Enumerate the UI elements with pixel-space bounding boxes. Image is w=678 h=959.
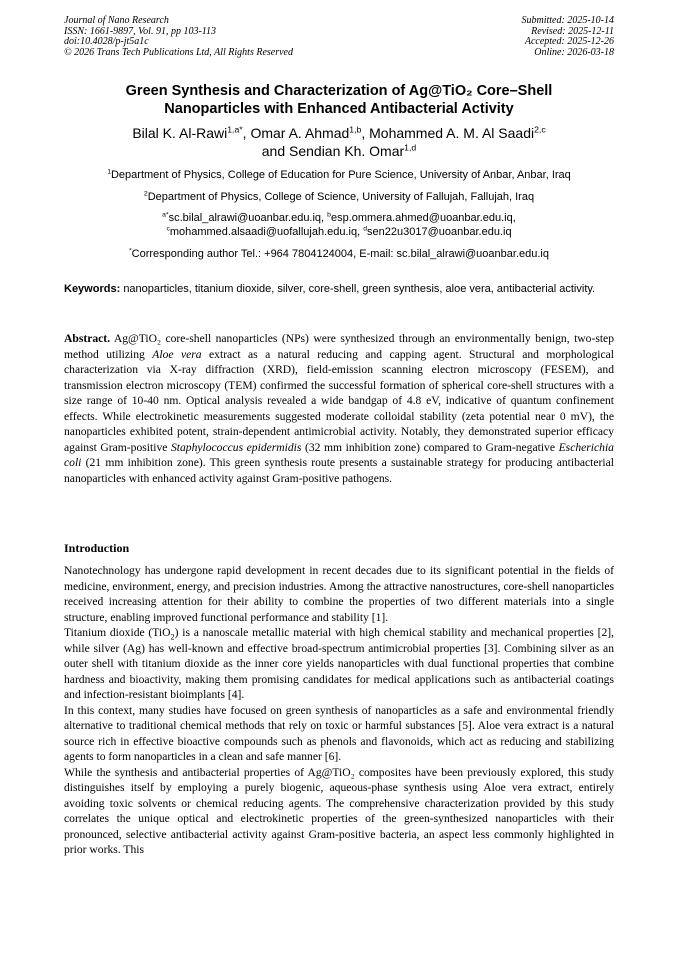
abstract-italic: Staphylococcus epidermidis bbox=[170, 440, 302, 454]
journal-header-left bbox=[64, 16, 293, 58]
journal-name: Journal of Nano Research bbox=[64, 15, 169, 26]
author-and: and bbox=[261, 143, 286, 159]
intro-text: In this context, many studies have focused on green synthesis of nanoparticles as a safe and environmental friendly alternative to traditional chemical methods that rely on toxic or harmful substances [5]. Aloe vera extract is a natural source rich in effective bioactive compounds such as phenols and flavonoids, which act as reducing and stabilizing agents to form nanoparticles in a clean and safe manner [6]. bbox=[64, 703, 614, 763]
intro-sub: 2 bbox=[170, 632, 175, 642]
author-name: Bilal K. Al-Rawi bbox=[132, 125, 228, 141]
author-line-1: Bilal K. Al-Rawi$^{1,a*}$, Omar A. Ahmad$^{1,b}$, Mohammed A. M. Al Saadi$^{2,c}$ bbox=[132, 124, 546, 141]
intro-text: ) is a nanoscale metallic material with high chemical stability and mechanical properties [2], while silver (Ag) has well-known and effective broad-spectrum antimicrobial properties [3]. Combining silver as an outer shell with titanium dioxide as the inner core yields nanoparticles with dual functional properties that combine hardness and bioactivity, making them promising candidates for medical applications such as antibacterial coatings and infection-resistant bioimplants [4]. bbox=[64, 626, 614, 701]
abstract-label: Abstract. bbox=[64, 332, 111, 345]
journal-issn: ISSN: 1661-9897, Vol. 91, pp 103-113 bbox=[64, 25, 217, 37]
journal-header-right bbox=[522, 16, 615, 58]
author-sup: 1,a* bbox=[227, 124, 243, 135]
intro-text: Nanotechnology has undergone rapid development in recent decades due to its significant potential in the fields of medicine, environment, energy, and precision industries. Among the attractive nanostructures, core-shell nanoparticles received increasing attention for their ability to combine the properties of two different materials into a single structure, enabling improved functional performance and stability [1]. bbox=[64, 564, 614, 624]
date-revised: Revised: 2025-12-11 bbox=[531, 25, 614, 37]
author-sup: 1,d bbox=[404, 142, 417, 153]
affiliation-sup: 1 bbox=[107, 168, 111, 176]
affiliation-2 bbox=[40, 190, 638, 204]
author-list bbox=[40, 124, 638, 160]
author-name: Sendian Kh. Omar bbox=[289, 143, 405, 159]
keywords-label: Keywords: bbox=[64, 283, 121, 295]
section-heading-introduction: Introduction bbox=[64, 541, 130, 555]
paper-title bbox=[40, 82, 638, 118]
abstract-italic: Escherichia coli bbox=[64, 440, 614, 469]
intro-paragraph bbox=[64, 563, 614, 858]
intro-text: Titanium dioxide (TiO bbox=[64, 626, 171, 639]
email-link[interactable]: esp.ommera.ahmed@uoanbar.edu.iq, bbox=[330, 212, 516, 224]
date-online: Online: 2026-03-18 bbox=[534, 46, 614, 58]
abstract-text: Ag@TiO₂ core-shell nanoparticles (NPs) were synthesized through an environmentally benign, two-step method utilizing bbox=[64, 332, 614, 361]
emails-line-1 bbox=[40, 211, 638, 225]
author-emails bbox=[40, 211, 638, 239]
abstract-text: extract as a natural reducing and capping agent. Structural and morphological characterization via X-ray diffraction (XRD), field-emission scanning electron microscopy (FESEM), and transmission electron microscopy (TEM) confirmed the successful formation of spherical core-shell structures with a size range of 10-40 nm. Optical analysis revealed a wide bandgap of 4.8 eV, indicative of quantum confinement effects. While electrokinetic measurements suggested moderate colloidal stability (zeta potential near 0 mV), the nanoparticles exhibited potent, strain-dependent antimicrobial activity. Notably, they demonstrated superior efficacy against Gram-positive bbox=[64, 347, 614, 454]
journal-doi: doi:10.4028/p-jt5a1c bbox=[64, 36, 149, 47]
author-line-2 bbox=[40, 142, 638, 160]
abstract-text: (21 mm inhibition zone). This green synthesis route presents a sustainable strategy for producing antibacterial nanoparticles with enhanced activity against Gram-positive pathogens. bbox=[64, 456, 614, 485]
abstract bbox=[64, 331, 614, 486]
corresponding-text: Corresponding author Tel.: +964 7804124004, E-mail: sc.bilal_alrawi@uoanbar.edu.iq bbox=[131, 248, 549, 260]
author-name: Omar A. Ahmad bbox=[250, 125, 350, 141]
keywords bbox=[64, 283, 614, 297]
abstract-italic: Aloe vera bbox=[152, 347, 202, 361]
intro-text: While the synthesis and antibacterial properties of Ag@TiO₂ composites have been previously explored, this study distinguishes itself by employing a purely biogenic, aqueous-phase synthesis using Aloe vera extract, entirely avoiding toxic solvents or chemical reducing agents. The comprehensive characterization provided by this study correlates the unique optical and electrokinetic properties of the green-synthesized nanoparticles with their pronounced, selective antibacterial activity against Gram-positive bacteria, an aspect less commonly highlighted in prior works. This bbox=[64, 765, 614, 856]
keywords-text: nanoparticles, titanium dioxide, silver, core-shell, green synthesis, aloe vera, antibacterial activity. bbox=[123, 283, 596, 295]
title-line-2: Nanoparticles with Enhanced Antibacterial Activity bbox=[164, 101, 514, 117]
affiliation-1 bbox=[40, 168, 638, 182]
date-accepted: Accepted: 2025-12-26 bbox=[524, 36, 614, 47]
email-sup: d bbox=[363, 225, 368, 233]
author-name: Mohammed A. M. Al Saadi bbox=[369, 125, 535, 141]
email-sup: c bbox=[166, 225, 170, 233]
corresponding-author bbox=[40, 247, 638, 261]
email-sup: b bbox=[327, 211, 331, 219]
emails-line-2 bbox=[40, 225, 638, 239]
author-sup: 1,b bbox=[349, 124, 362, 135]
affiliation-sup: 2 bbox=[143, 190, 148, 198]
email-link[interactable]: mohammed.alsaadi@uofallujah.edu.iq, bbox=[169, 226, 361, 238]
abstract-text: (32 mm inhibition zone) compared to Gram-negative bbox=[304, 440, 556, 454]
date-submitted: Submitted: 2025-10-14 bbox=[521, 15, 614, 26]
author-sup: 2,c bbox=[534, 124, 546, 135]
affiliation-text: Department of Physics, College of Science, University of Fallujah, Fallujah, Iraq bbox=[147, 191, 535, 203]
email-link[interactable]: sen22u3017@uoanbar.edu.iq bbox=[367, 226, 512, 238]
affiliation-text: Department of Physics, College of Education for Pure Science, University of Anbar, Anbar, Iraq bbox=[110, 169, 571, 181]
journal-copyright: © 2026 Trans Tech Publications Ltd, All Rights Reserved bbox=[64, 46, 293, 58]
corresponding-sup: * bbox=[129, 247, 132, 255]
email-link[interactable]: sc.bilal_alrawi@uoanbar.edu.iq, bbox=[168, 212, 325, 224]
email-sup: a* bbox=[162, 211, 169, 219]
title-line-1: Green Synthesis and Characterization of Ag@TiO₂ Core–Shell bbox=[125, 83, 553, 99]
